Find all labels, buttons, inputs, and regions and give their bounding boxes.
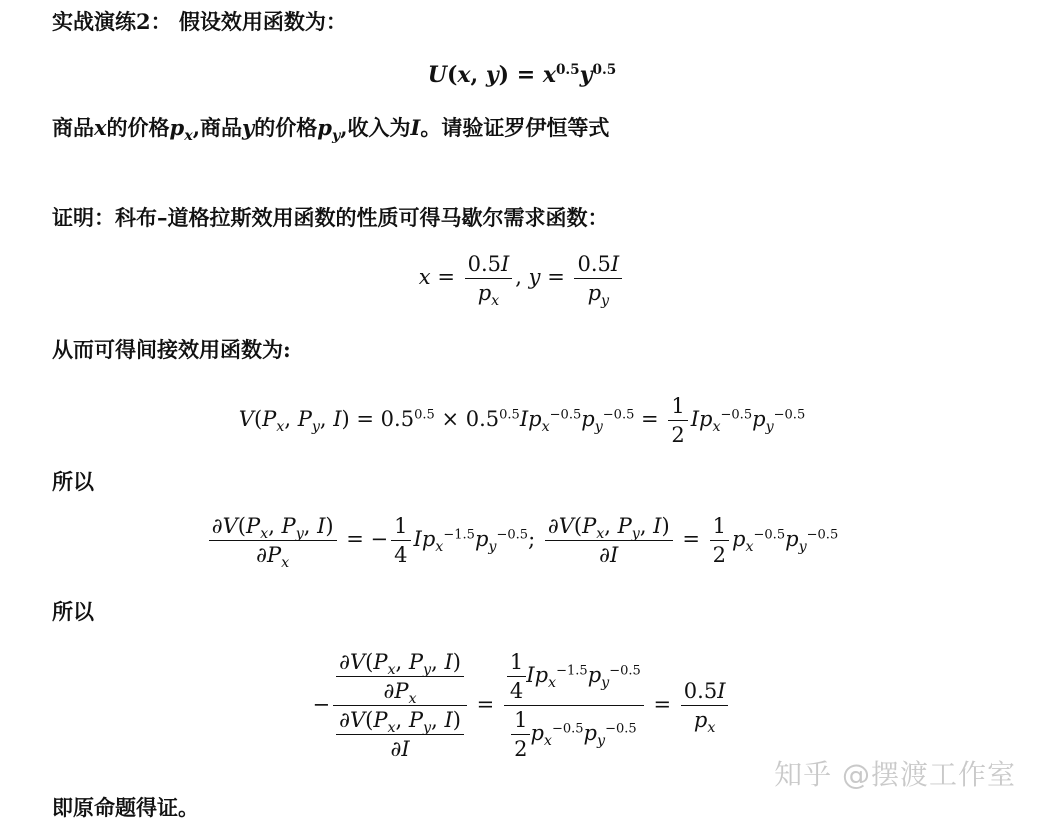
so-label-1: 所以: [52, 469, 94, 494]
roy-identity-equation: − $\frac{\frac{\partial V(P_x, P_y, I)}{\partial P_x}}{\frac{\partial V(P_x, P_y, I)}{\partial I}}$ = $\frac{1}{4}$ $Ip_x^{-1.5}p_y^{-0.5}$ $\frac{1}{2}$ $p_x^{-0.5}p_y^{-0.5}$ = $\frac{0.5I}{p_x}$: [0, 650, 1044, 762]
watermark: 知乎 @摆渡工作室: [774, 758, 1016, 791]
indirect-utility-line: 从而可得间接效用函数为:: [52, 337, 291, 362]
problem-statement: 商品x的价格$p_x$,商品y的价格$p_y$,收入为I。请验证罗伊恒等式: [52, 115, 610, 144]
partial-derivatives-equation: $\frac{\partial V(P_x, P_y, I)}{\partial P_x}$ = − $\frac{1}{4}$ $Ip_x^{-1.5}p_y^{-0.5}$; $\frac{\partial V(P_x, P_y, I)}{\partial I}$ = $\frac{1}{2}$ $p_x^{-0.5}p_y^{-0.5}$: [0, 514, 1044, 567]
indirect-utility-equation: $V(P_x$, $P_y$, $I) = 0.5^{0.5} \times 0.5^{0.5}Ip_x^{-0.5}p_y^{-0.5}$ = $\frac{1}{2}$ $Ip_x^{-0.5}p_y^{-0.5}$: [238, 394, 806, 448]
so-label-2: 所以: [52, 599, 94, 624]
utility-function-equation: U(x, $y) = x^{0.5}y^{0.5}$: [427, 61, 617, 88]
proof-intro: 证明：科布–道格拉斯效用函数的性质可得马歇尔需求函数：: [52, 205, 609, 230]
conclusion: 即原命题得证。: [52, 795, 199, 820]
marshallian-demand-equation: x = $\frac{0.5I}{p_x}$ , y = $\frac{0.5I}{p_y}$: [0, 252, 1044, 305]
heading: 实战演练2： 假设效用函数为：: [52, 9, 347, 34]
